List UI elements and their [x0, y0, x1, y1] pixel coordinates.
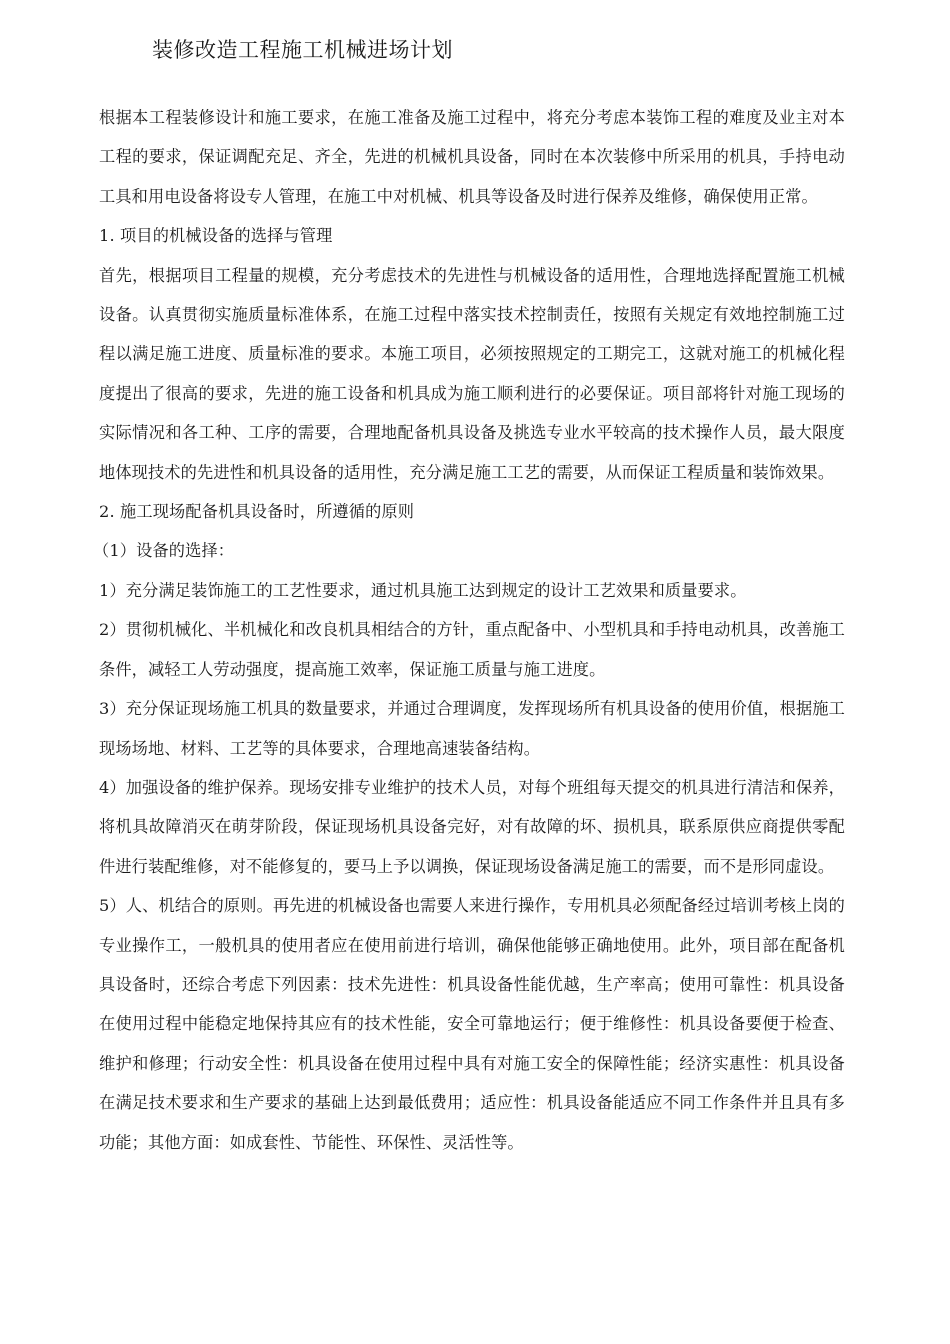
list-item-3: 3）充分保证现场施工机具的数量要求，并通过合理调度，发挥现场所有机具设备的使用价值，根据施工现场场地、材料、工艺等的具体要求，合理地高速装备结构。	[99, 699, 845, 758]
section-heading-1: 1. 项目的机械设备的选择与管理	[99, 226, 333, 246]
section-heading-2: 2. 施工现场配备机具设备时，所遵循的原则	[99, 502, 415, 522]
subheading-equipment-selection: （1）设备的选择：	[93, 541, 235, 561]
document-body	[93, 98, 845, 1162]
document-title: 装修改造工程施工机械进场计划	[152, 38, 453, 62]
paragraph-selection-management: 首先，根据项目工程量的规模，充分考虑技术的先进性与机械设备的适用性，合理地选择配置施工机械设备。认真贯彻实施质量标准体系，在施工过程中落实技术控制责任，按照有关规定有效地控制施工过程以满足施工进度、质量标准的要求。本施工项目，必须按照规定的工期完工，这就对施工的机械化程度提出了很高的要求，先进的施工设备和机具成为施工顺利进行的必要保证。项目部将针对施工现场的实际情况和各工种、工序的需要，合理地配备机具设备及挑选专业水平较高的技术操作人员，最大限度地体现技术的先进性和机具设备的适用性，充分满足施工工艺的需要，从而保证工程质量和装饰效果。	[99, 265, 845, 482]
list-item-5: 5）人、机结合的原则。再先进的机械设备也需要人来进行操作，专用机具必须配备经过培训考核上岗的专业操作工，一般机具的使用者应在使用前进行培训，确保他能够正确地使用。此外，项目部在配备机具设备时，还综合考虑下列因素：技术先进性：机具设备性能优越，生产率高；使用可靠性：机具设备在使用过程中能稳定地保持其应有的技术性能，安全可靠地运行；便于维修性：机具设备要便于检查、维护和修理；行动安全性：机具设备在使用过程中具有对施工安全的保障性能；经济实惠性：机具设备在满足技术要求和生产要求的基础上达到最低费用；适应性：机具设备能适应不同工作条件并且具有多功能；其他方面：如成套性、节能性、环保性、灵活性等。	[99, 896, 845, 1152]
list-item-2: 2）贯彻机械化、半机械化和改良机具相结合的方针，重点配备中、小型机具和手持电动机具，改善施工条件，减轻工人劳动强度，提高施工效率，保证施工质量与施工进度。	[99, 620, 845, 679]
list-item-1: 1）充分满足装饰施工的工艺性要求，通过机具施工达到规定的设计工艺效果和质量要求。	[99, 580, 747, 600]
paragraph-intro: 根据本工程装修设计和施工要求，在施工准备及施工过程中，将充分考虑本装饰工程的难度及业主对本工程的要求，保证调配充足、齐全，先进的机械机具设备，同时在本次装修中所采用的机具，手持电动工具和用电设备将设专人管理，在施工中对机械、机具等设备及时进行保养及维修，确保使用正常。	[99, 108, 845, 206]
list-item-4: 4）加强设备的维护保养。现场安排专业维护的技术人员，对每个班组每天提交的机具进行清洁和保养，将机具故障消灭在萌芽阶段，保证现场机具设备完好，对有故障的坏、损机具，联系原供应商提供零配件进行装配维修，对不能修复的，要马上予以调换，保证现场设备满足施工的需要，而不是形同虚设。	[99, 777, 845, 876]
